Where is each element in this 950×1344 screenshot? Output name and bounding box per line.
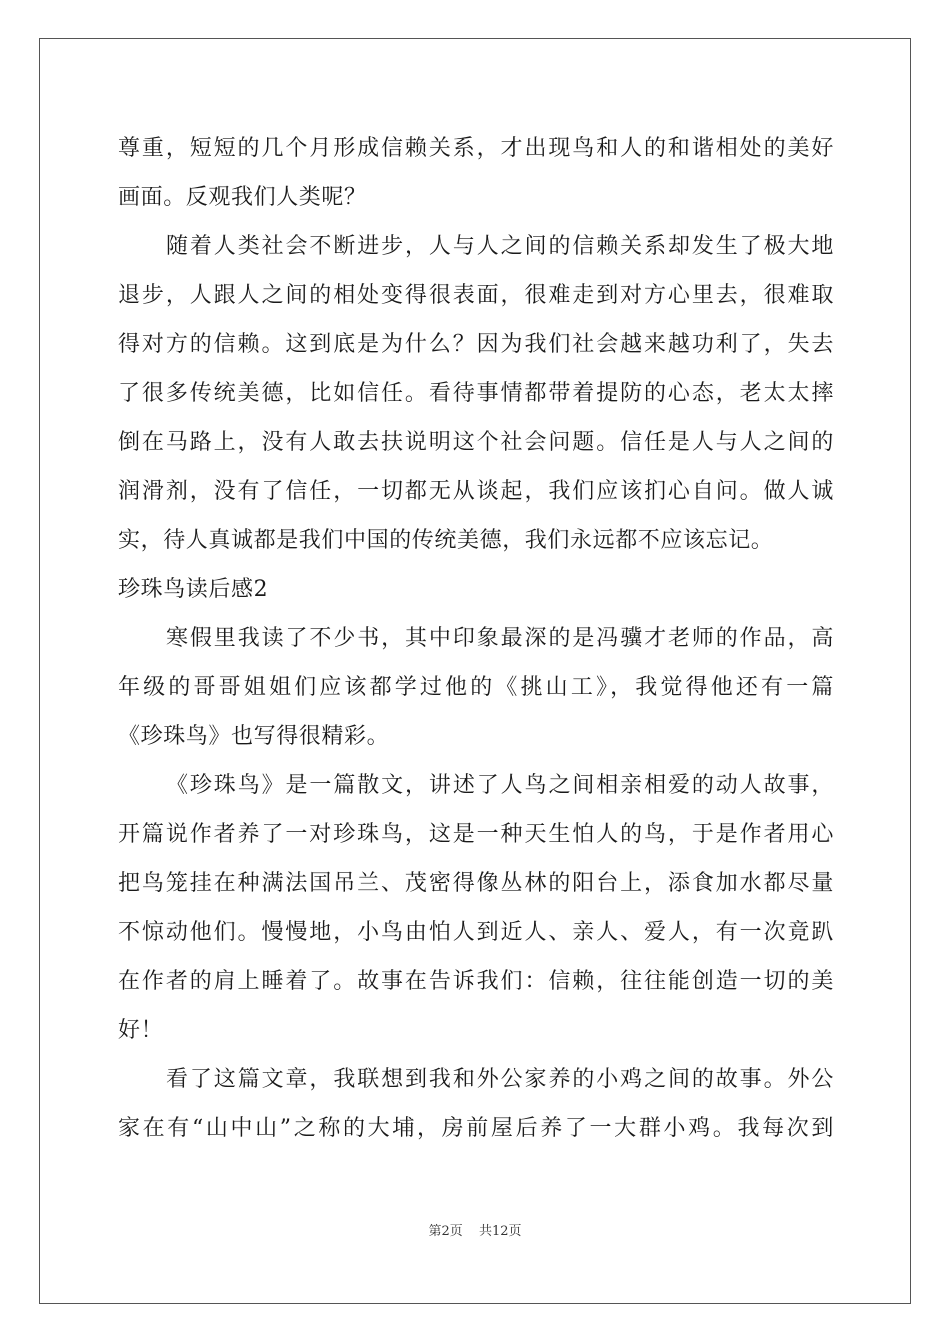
text-line: 润滑剂，没有了信任，一切都无从谈起，我们应该扪心自问。做人诚 [118, 479, 834, 504]
paragraph-start-line: 《珍珠鸟》是一篇散文，讲述了人鸟之间相亲相爱的动人故事， [166, 773, 834, 798]
text-line: 倒在马路上，没有人敢去扶说明这个社会问题。信任是人与人之间的 [118, 430, 834, 455]
page-total: 共12页 [478, 1224, 522, 1239]
section-heading: 珍珠鸟读后感2 [118, 577, 269, 602]
paragraph-start-line: 随着人类社会不断进步，人与人之间的信赖关系却发生了极大地 [166, 234, 834, 259]
text-line: 好！ [118, 1018, 164, 1043]
text-line: 在作者的肩上睡着了。故事在告诉我们：信赖，往往能创造一切的美 [118, 969, 834, 994]
text-line: 得对方的信赖。这到底是为什么？因为我们社会越来越功利了，失去 [118, 332, 834, 357]
paragraph-start-line: 看了这篇文章，我联想到我和外公家养的小鸡之间的故事。外公 [166, 1067, 834, 1092]
text-line: 画面。反观我们人类呢？ [118, 185, 367, 210]
text-line: 年级的哥哥姐姐们应该都学过他的《挑山工》，我觉得他还有一篇 [118, 675, 834, 700]
page-number: 第2页 [428, 1224, 463, 1239]
text-line: 退步，人跟人之间的相处变得很表面，很难走到对方心里去，很难取 [118, 283, 834, 308]
text-line: 了很多传统美德，比如信任。看待事情都带着提防的心态，老太太摔 [118, 381, 834, 406]
text-line: 实，待人真诚都是我们中国的传统美德，我们永远都不应该忘记。 [118, 528, 774, 553]
text-line: 开篇说作者养了一对珍珠鸟，这是一种天生怕人的鸟，于是作者用心 [118, 822, 834, 847]
page-footer [0, 1220, 950, 1239]
document-body [118, 124, 834, 1153]
text-line: 不惊动他们。慢慢地，小鸟由怕人到近人、亲人、爱人，有一次竟趴 [118, 920, 834, 945]
text-line: 家在有“山中山”之称的大埔，房前屋后养了一大群小鸡。我每次到 [118, 1116, 834, 1141]
text-line: 《珍珠鸟》也写得很精彩。 [118, 724, 390, 749]
text-line: 尊重，短短的几个月形成信赖关系，才出现鸟和人的和谐相处的美好 [118, 136, 834, 161]
text-line: 把鸟笼挂在种满法国吊兰、茂密得像丛林的阳台上，添食加水都尽量 [118, 871, 834, 896]
paragraph-start-line: 寒假里我读了不少书，其中印象最深的是冯骥才老师的作品，高 [166, 626, 834, 651]
